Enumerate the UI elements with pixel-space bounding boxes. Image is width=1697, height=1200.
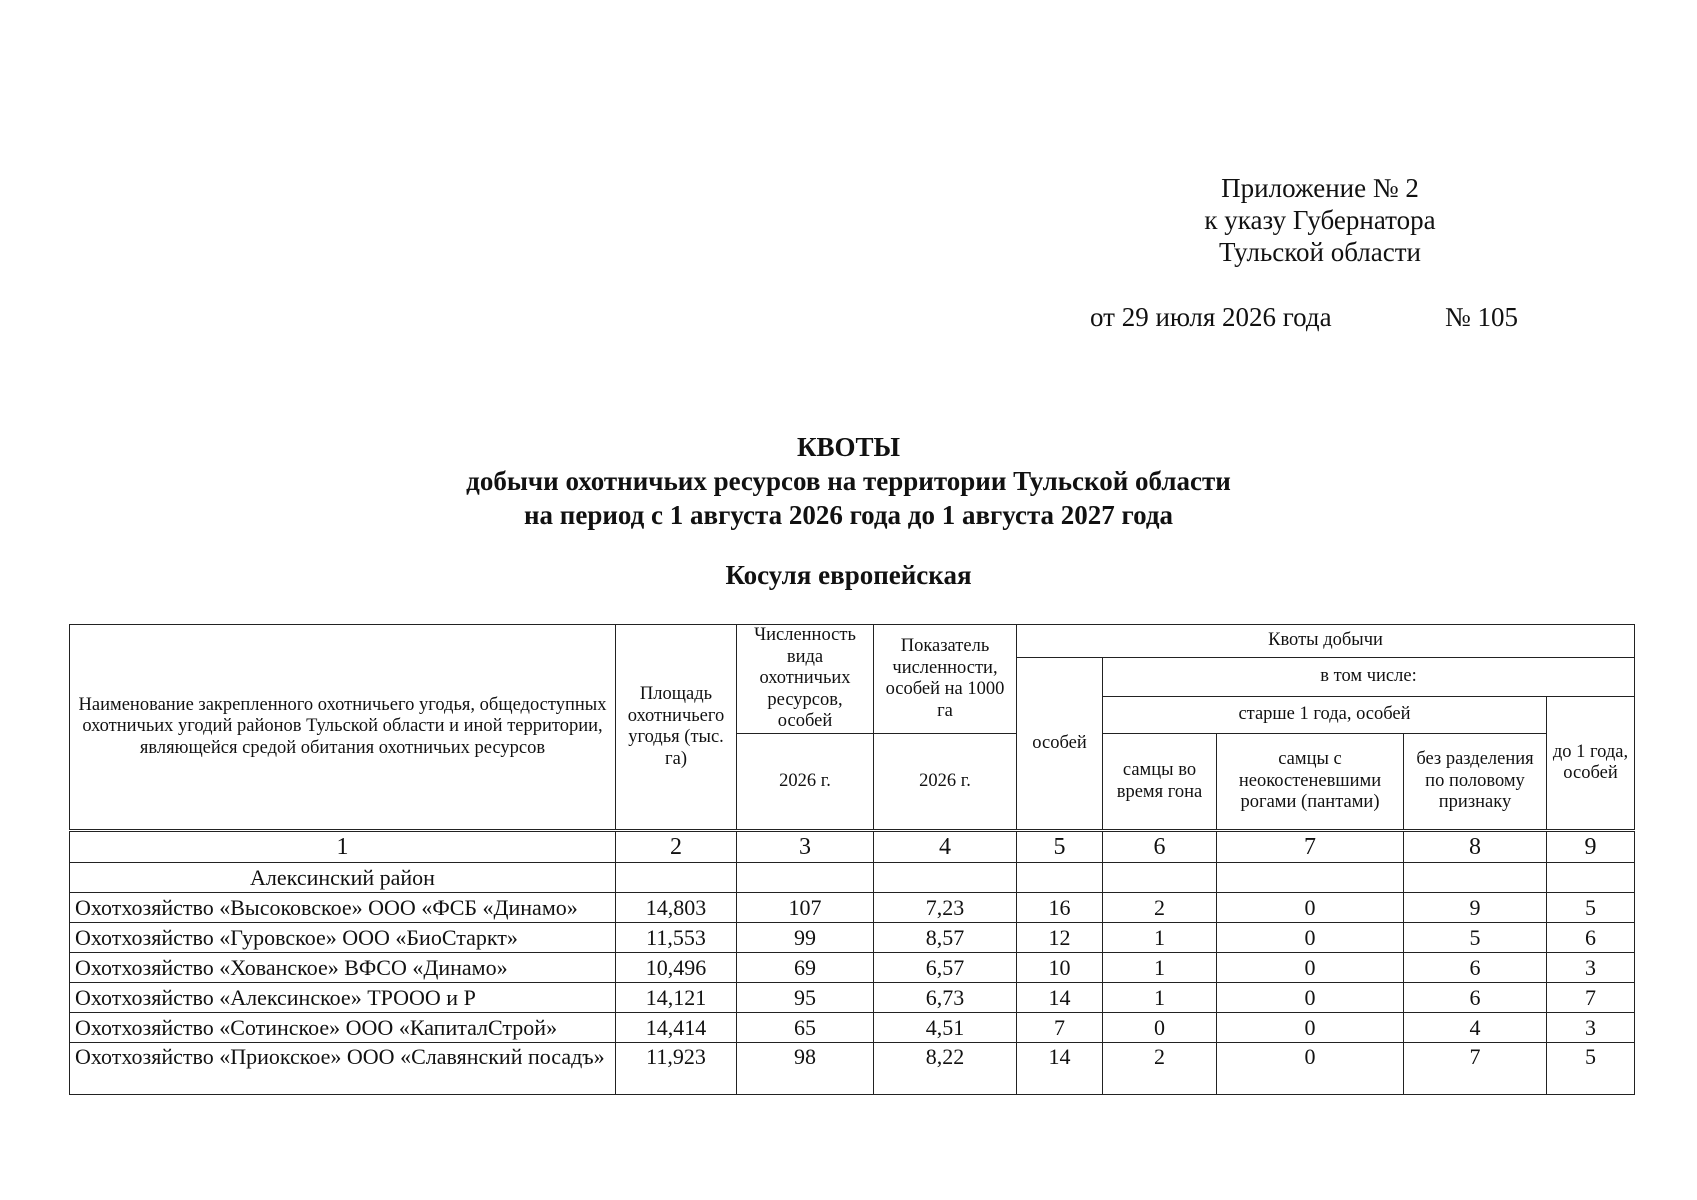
area-cell: 14,121: [616, 983, 737, 1013]
appendix-decree: к указу Губернатора: [1204, 205, 1436, 235]
under1-cell: 5: [1547, 893, 1635, 923]
population-cell: 99: [737, 923, 874, 953]
title-main: КВОТЫ: [796, 432, 901, 462]
males-rut-cell: 0: [1103, 1013, 1217, 1043]
appendix-block: [1120, 172, 1520, 268]
under1-cell: 5: [1547, 1043, 1635, 1095]
col-number: 4: [874, 831, 1017, 863]
col-number: 6: [1103, 831, 1217, 863]
under1-cell: 7: [1547, 983, 1635, 1013]
population-cell: 95: [737, 983, 874, 1013]
males-rut-cell: 2: [1103, 1043, 1217, 1095]
table-row: [70, 983, 1635, 1013]
males-rut-cell: 1: [1103, 953, 1217, 983]
no-sex-cell: 4: [1404, 1013, 1547, 1043]
density-cell: 6,73: [874, 983, 1017, 1013]
quota-total-cell: 10: [1017, 953, 1103, 983]
header-including: в том числе:: [1103, 658, 1635, 697]
header-density: Показатель численности, особей на 1000 га: [874, 625, 1017, 734]
density-cell: 8,22: [874, 1043, 1017, 1095]
header-quota-total: особей: [1017, 658, 1103, 831]
no-sex-cell: 9: [1404, 893, 1547, 923]
document-title: [0, 430, 1697, 532]
hunting-ground-name: Охотхозяйство «Сотинское» ООО «КапиталСтрой»: [70, 1013, 616, 1043]
no-sex-cell: 7: [1404, 1043, 1547, 1095]
no-sex-cell: 6: [1404, 953, 1547, 983]
appendix-region: Тульской области: [1219, 237, 1421, 267]
density-cell: 6,57: [874, 953, 1017, 983]
table-row: [70, 893, 1635, 923]
no-sex-cell: 5: [1404, 923, 1547, 953]
population-cell: 98: [737, 1043, 874, 1095]
males-antlers-cell: 0: [1217, 1043, 1404, 1095]
hunting-ground-name: Охотхозяйство «Гуровское» ООО «БиоСтаркт»: [70, 923, 616, 953]
males-antlers-cell: 0: [1217, 923, 1404, 953]
table-row: [70, 923, 1635, 953]
quota-total-cell: 7: [1017, 1013, 1103, 1043]
column-number-row: [70, 831, 1635, 863]
area-cell: 10,496: [616, 953, 737, 983]
header-density-year: 2026 г.: [874, 734, 1017, 831]
header-males-rut: самцы во время гона: [1103, 734, 1217, 831]
col-number: 8: [1404, 831, 1547, 863]
hunting-ground-name: Охотхозяйство «Приокское» ООО «Славянский посадъ»: [70, 1043, 616, 1095]
header-under1: до 1 года, особей: [1547, 697, 1635, 831]
males-antlers-cell: 0: [1217, 953, 1404, 983]
decree-number: № 105: [1445, 302, 1519, 332]
appendix-number: Приложение № 2: [1221, 173, 1419, 203]
header-males-antlers: самцы с неокостеневшими рогами (пантами): [1217, 734, 1404, 831]
under1-cell: 3: [1547, 953, 1635, 983]
quota-total-cell: 12: [1017, 923, 1103, 953]
table-row: [70, 1043, 1635, 1095]
hunting-ground-name: Охотхозяйство «Высоковское» ООО «ФСБ «Динамо»: [70, 893, 616, 923]
population-cell: 65: [737, 1013, 874, 1043]
header-quota: Квоты добычи: [1017, 625, 1635, 658]
population-cell: 107: [737, 893, 874, 923]
quota-total-cell: 14: [1017, 983, 1103, 1013]
males-rut-cell: 1: [1103, 923, 1217, 953]
col-number: 3: [737, 831, 874, 863]
quota-table: [69, 624, 1635, 1095]
district-row: [70, 863, 1635, 893]
under1-cell: 3: [1547, 1013, 1635, 1043]
header-population-year: 2026 г.: [737, 734, 874, 831]
density-cell: 8,57: [874, 923, 1017, 953]
col-number: 7: [1217, 831, 1404, 863]
header-no-sex: без разделения по половому признаку: [1404, 734, 1547, 831]
under1-cell: 6: [1547, 923, 1635, 953]
title-subject: добычи охотничьих ресурсов на территории Тульской области: [466, 466, 1231, 496]
area-cell: 11,553: [616, 923, 737, 953]
col-number: 2: [616, 831, 737, 863]
decree-date: от 29 июля 2026 года: [1090, 302, 1332, 332]
population-cell: 69: [737, 953, 874, 983]
area-cell: 14,803: [616, 893, 737, 923]
table-row: [70, 953, 1635, 983]
density-cell: 7,23: [874, 893, 1017, 923]
males-rut-cell: 1: [1103, 983, 1217, 1013]
males-antlers-cell: 0: [1217, 983, 1404, 1013]
title-period: на период с 1 августа 2026 года до 1 августа 2027 года: [523, 500, 1174, 530]
quota-total-cell: 16: [1017, 893, 1103, 923]
no-sex-cell: 6: [1404, 983, 1547, 1013]
quota-total-cell: 14: [1017, 1043, 1103, 1095]
males-antlers-cell: 0: [1217, 1013, 1404, 1043]
density-cell: 4,51: [874, 1013, 1017, 1043]
males-antlers-cell: 0: [1217, 893, 1404, 923]
area-cell: 11,923: [616, 1043, 737, 1095]
species-heading: Косуля европейская: [725, 560, 972, 590]
table-row: [70, 1013, 1635, 1043]
males-rut-cell: 2: [1103, 893, 1217, 923]
header-older: старше 1 года, особей: [1103, 697, 1547, 734]
header-population: Численность вида охотничьих ресурсов, особей: [737, 625, 874, 734]
header-name: Наименование закрепленного охотничьего угодья, общедоступных охотничьих угодий районов Тульской области и иной территории, являющейся средой обитания охотничьих ресурсов: [70, 625, 616, 831]
hunting-ground-name: Охотхозяйство «Алексинское» ТРООО и Р: [70, 983, 616, 1013]
hunting-ground-name: Охотхозяйство «Хованское» ВФСО «Динамо»: [70, 953, 616, 983]
col-number: 9: [1547, 831, 1635, 863]
area-cell: 14,414: [616, 1013, 737, 1043]
col-number: 5: [1017, 831, 1103, 863]
col-number: 1: [70, 831, 616, 863]
header-area: Площадь охотничьего угодья (тыс. га): [616, 625, 737, 831]
district-name: Алексинский район: [70, 863, 616, 893]
